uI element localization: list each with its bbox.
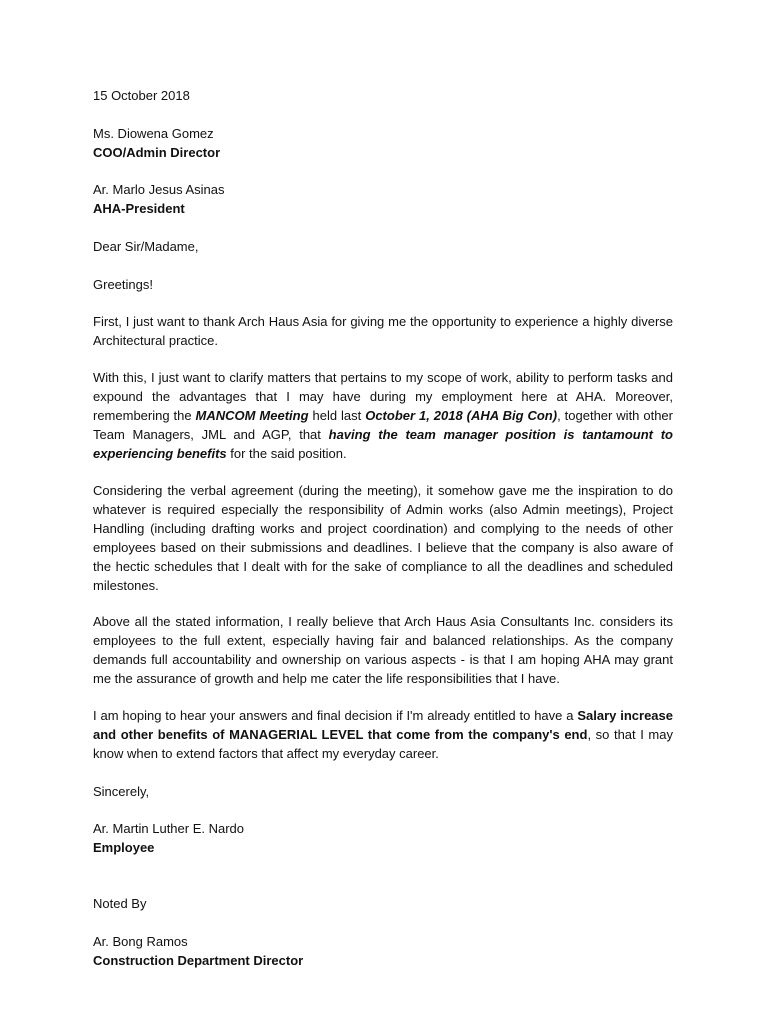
noter-signature-block: [93, 933, 673, 971]
recipient-1-title: COO/Admin Director: [93, 144, 221, 160]
salutation: Dear Sir/Madame,: [93, 239, 199, 254]
recipient-2-title: AHA-President: [93, 200, 185, 216]
recipient-1-name: Ms. Diowena Gomez: [93, 126, 214, 141]
paragraph-1: First, I just want to thank Arch Haus Asia for giving me the opportunity to experience a highly diverse Architectural practice.: [93, 314, 673, 348]
recipient-2: [93, 181, 673, 219]
paragraph-4: Above all the stated information, I really believe that Arch Haus Asia Consultants Inc. considers its employees to the full extent, especially having fair and balanced relationships. As the company demands full accountability and ownership on various aspects - is that I am hoping AHA may grant me the assurance of growth and help me cater the life responsibilities that I have.: [93, 614, 673, 686]
noter-title: Construction Department Director: [93, 952, 304, 968]
recipient-2-name: Ar. Marlo Jesus Asinas: [93, 182, 225, 197]
noted-by-label: Noted By: [93, 896, 147, 911]
letter-date: 15 October 2018: [93, 88, 190, 103]
paragraph-2: With this, I just want to clarify matters that pertains to my scope of work, ability to perform tasks and expound the advantages that I may have during my employment here at AHA. Moreover, remembering the MANCOM Meeting held last October 1, 2018 (AHA Big Con), together with other Team Managers, JML and AGP, that having the team manager position is tantamount to experiencing benefits for the said position.: [93, 370, 673, 461]
noter-name: Ar. Bong Ramos: [93, 934, 188, 949]
sender-title: Employee: [93, 839, 155, 855]
paragraph-5: I am hoping to hear your answers and final decision if I'm already entitled to have a Salary increase and other benefits of MANAGERIAL LEVEL that come from the company's end, so that I may know when to extend factors that affect my everyday career.: [93, 708, 673, 761]
sender-name: Ar. Martin Luther E. Nardo: [93, 821, 245, 836]
greeting: Greetings!: [93, 277, 153, 292]
closing: Sincerely,: [93, 784, 150, 799]
sender-signature-block: [93, 820, 673, 858]
paragraph-3: Considering the verbal agreement (during the meeting), it somehow gave me the inspiration to do whatever is required especially the responsibility of Admin works (also Admin meetings), Project Handling (including drafting works and project coordination) and complying to the needs of other employees based on their submissions and deadlines. I believe that the company is also aware of the hectic schedules that I dealt with for the sake of compliance to all the deadlines and scheduled milestones.: [93, 483, 673, 593]
recipient-1: [93, 125, 673, 163]
